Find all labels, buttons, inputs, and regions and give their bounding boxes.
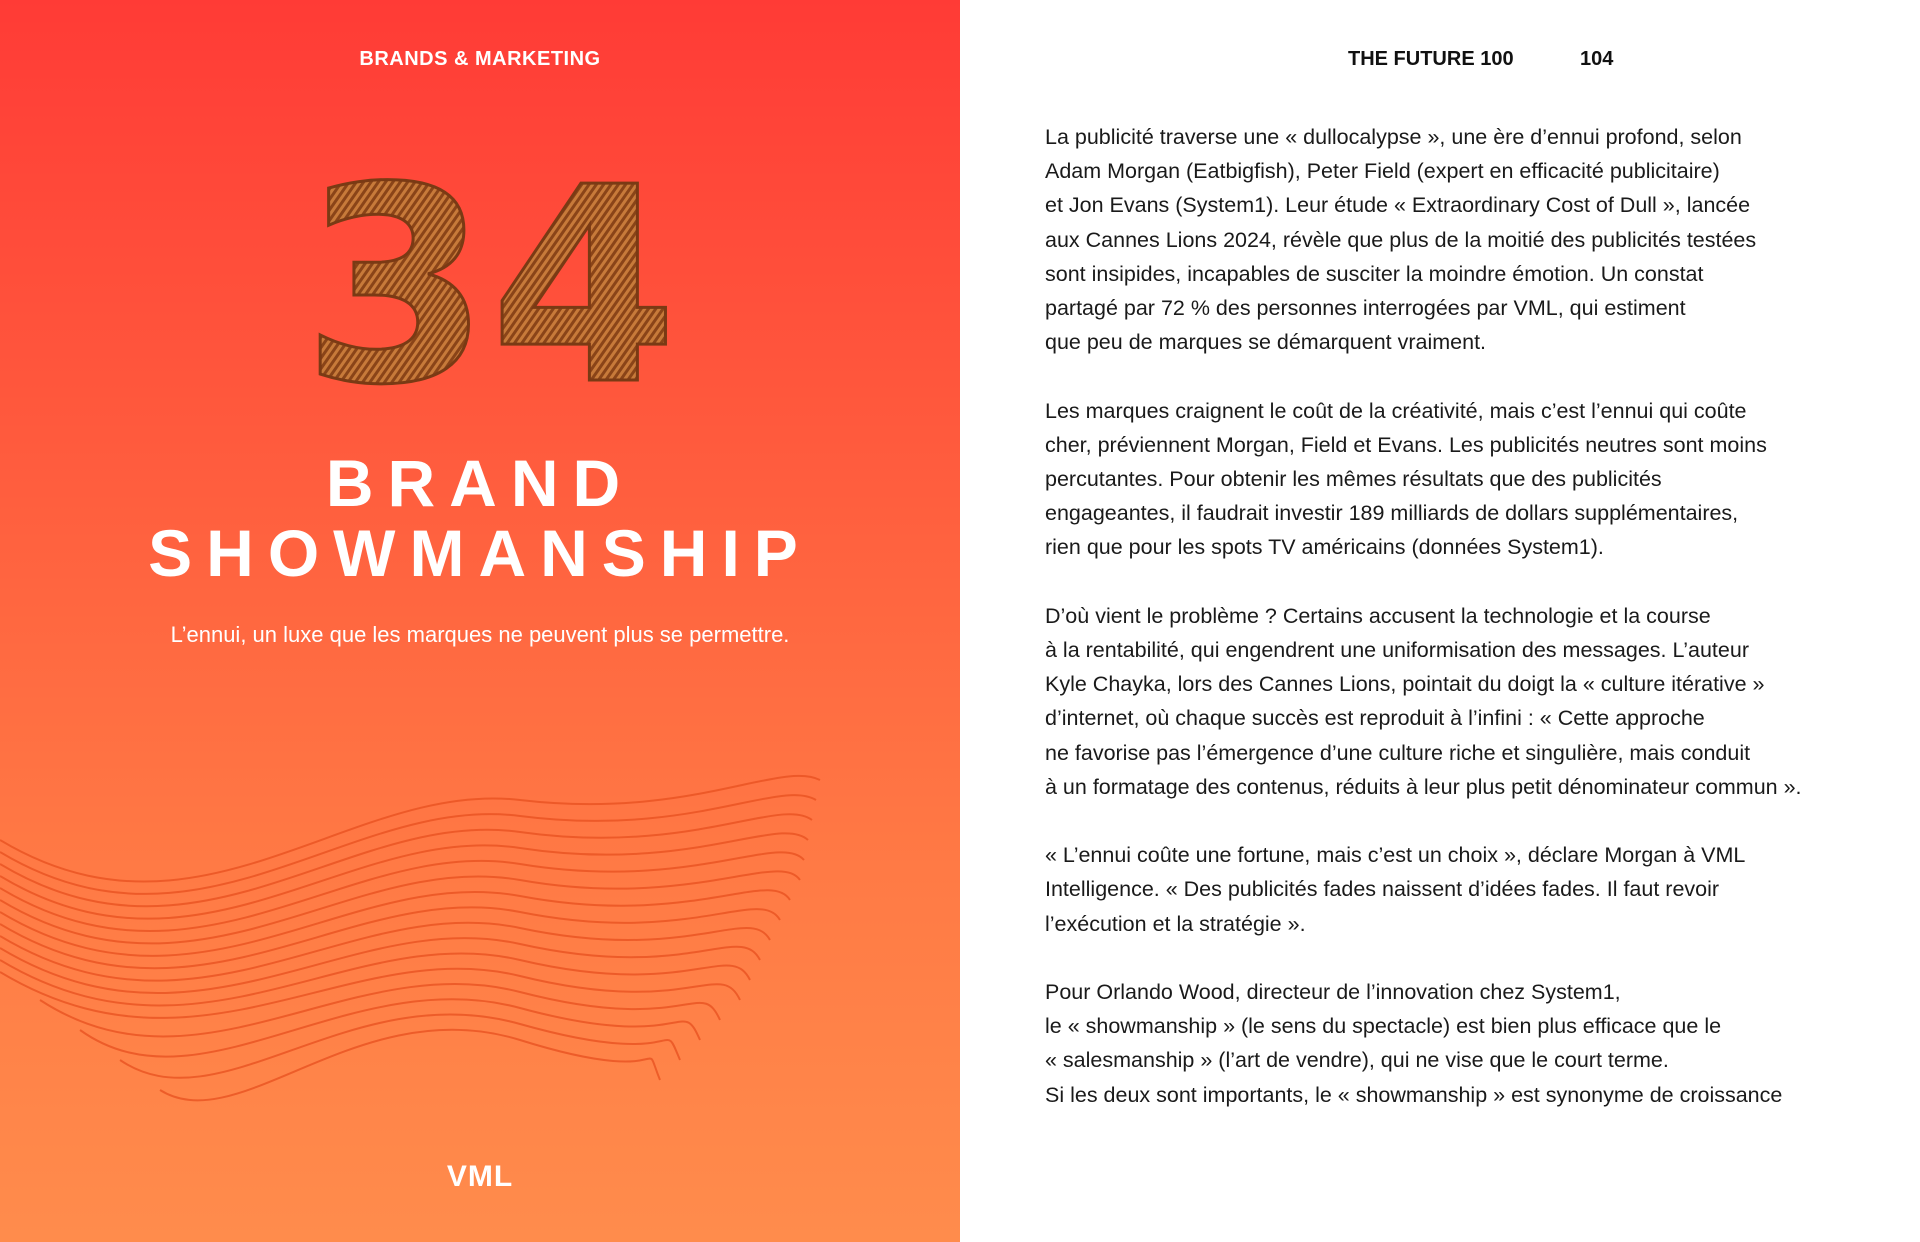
section-label: BRANDS & MARKETING [359, 48, 601, 70]
paragraph: « L’ennui coûte une fortune, mais c’est un choix », déclare Morgan à VML Intelligence. « Des publicités fades naissent d’idées fades. Il faut revoir l’exécution et la stratégie ». [1045, 843, 1746, 936]
page-number: 104 [1580, 48, 1614, 70]
subtitle: L’ennui, un luxe que les marques ne peuvent plus se permettre. [170, 622, 790, 647]
article-body [1045, 120, 1835, 1146]
paragraph: Pour Orlando Wood, directeur de l’innovation chez System1, le « showmanship » (le sens du spectacle) est bien plus efficace que le « salesmanship » (l’art de vendre), qui ne vise que le court terme. Si les deux sont importants, le « showmanship » est synonyme de croissance [1045, 980, 1783, 1107]
decorative-wave-graphic [0, 740, 960, 1160]
chapter-number-text: 34 [302, 150, 678, 410]
paragraph: La publicité traverse une « dullocalypse », une ère d’ennui profond, selon Adam Morgan (Eatbigfish), Peter Field (expert en efficacité publicitaire) et Jon Evans (System1). Leur étude « Extraordinary Cost of Dull », lancée aux Cannes Lions 2024, révèle que plus de la moitié des publicités testées sont insipides, incapables de susciter la moindre émotion. Un constat partagé par 72 % des personnes interrogées par VML, qui estiment que peu de marques se démarquent vraiment. [1045, 125, 1757, 355]
headline-line-2: SHOWMANSHIP [148, 516, 812, 590]
paragraph: D’où vient le problème ? Certains accusent la technologie et la course à la rentabilité, qui engendrent une uniformisation des messages. L’auteur Kyle Chayka, lors des Cannes Lions, pointait du doigt la « culture itérative » d’internet, où chaque succès est reproduit à l’infini : « Cette approche ne favorise pas l’émergence d’une culture riche et singulière, mais conduit à un formatage des contenus, réduits à leur plus petit dénominateur commun ». [1045, 603, 1802, 799]
vml-logo: VML [446, 1160, 514, 1193]
paragraph: Les marques craignent le coût de la créativité, mais c’est l’ennui qui coûte cher, préviennent Morgan, Field et Evans. Les publicités neutres sont moins percutantes. Pour obtenir les mêmes résultats que des publicités engageantes, il faudrait investir 189 milliards de dollars supplémentaires, rien que pour les spots TV américains (données System1). [1045, 398, 1767, 560]
article-page [960, 0, 1920, 1242]
chapter-number [300, 150, 680, 410]
headline [0, 448, 960, 588]
headline-line-1: BRAND [325, 446, 635, 520]
running-title: THE FUTURE 100 [1348, 48, 1514, 70]
